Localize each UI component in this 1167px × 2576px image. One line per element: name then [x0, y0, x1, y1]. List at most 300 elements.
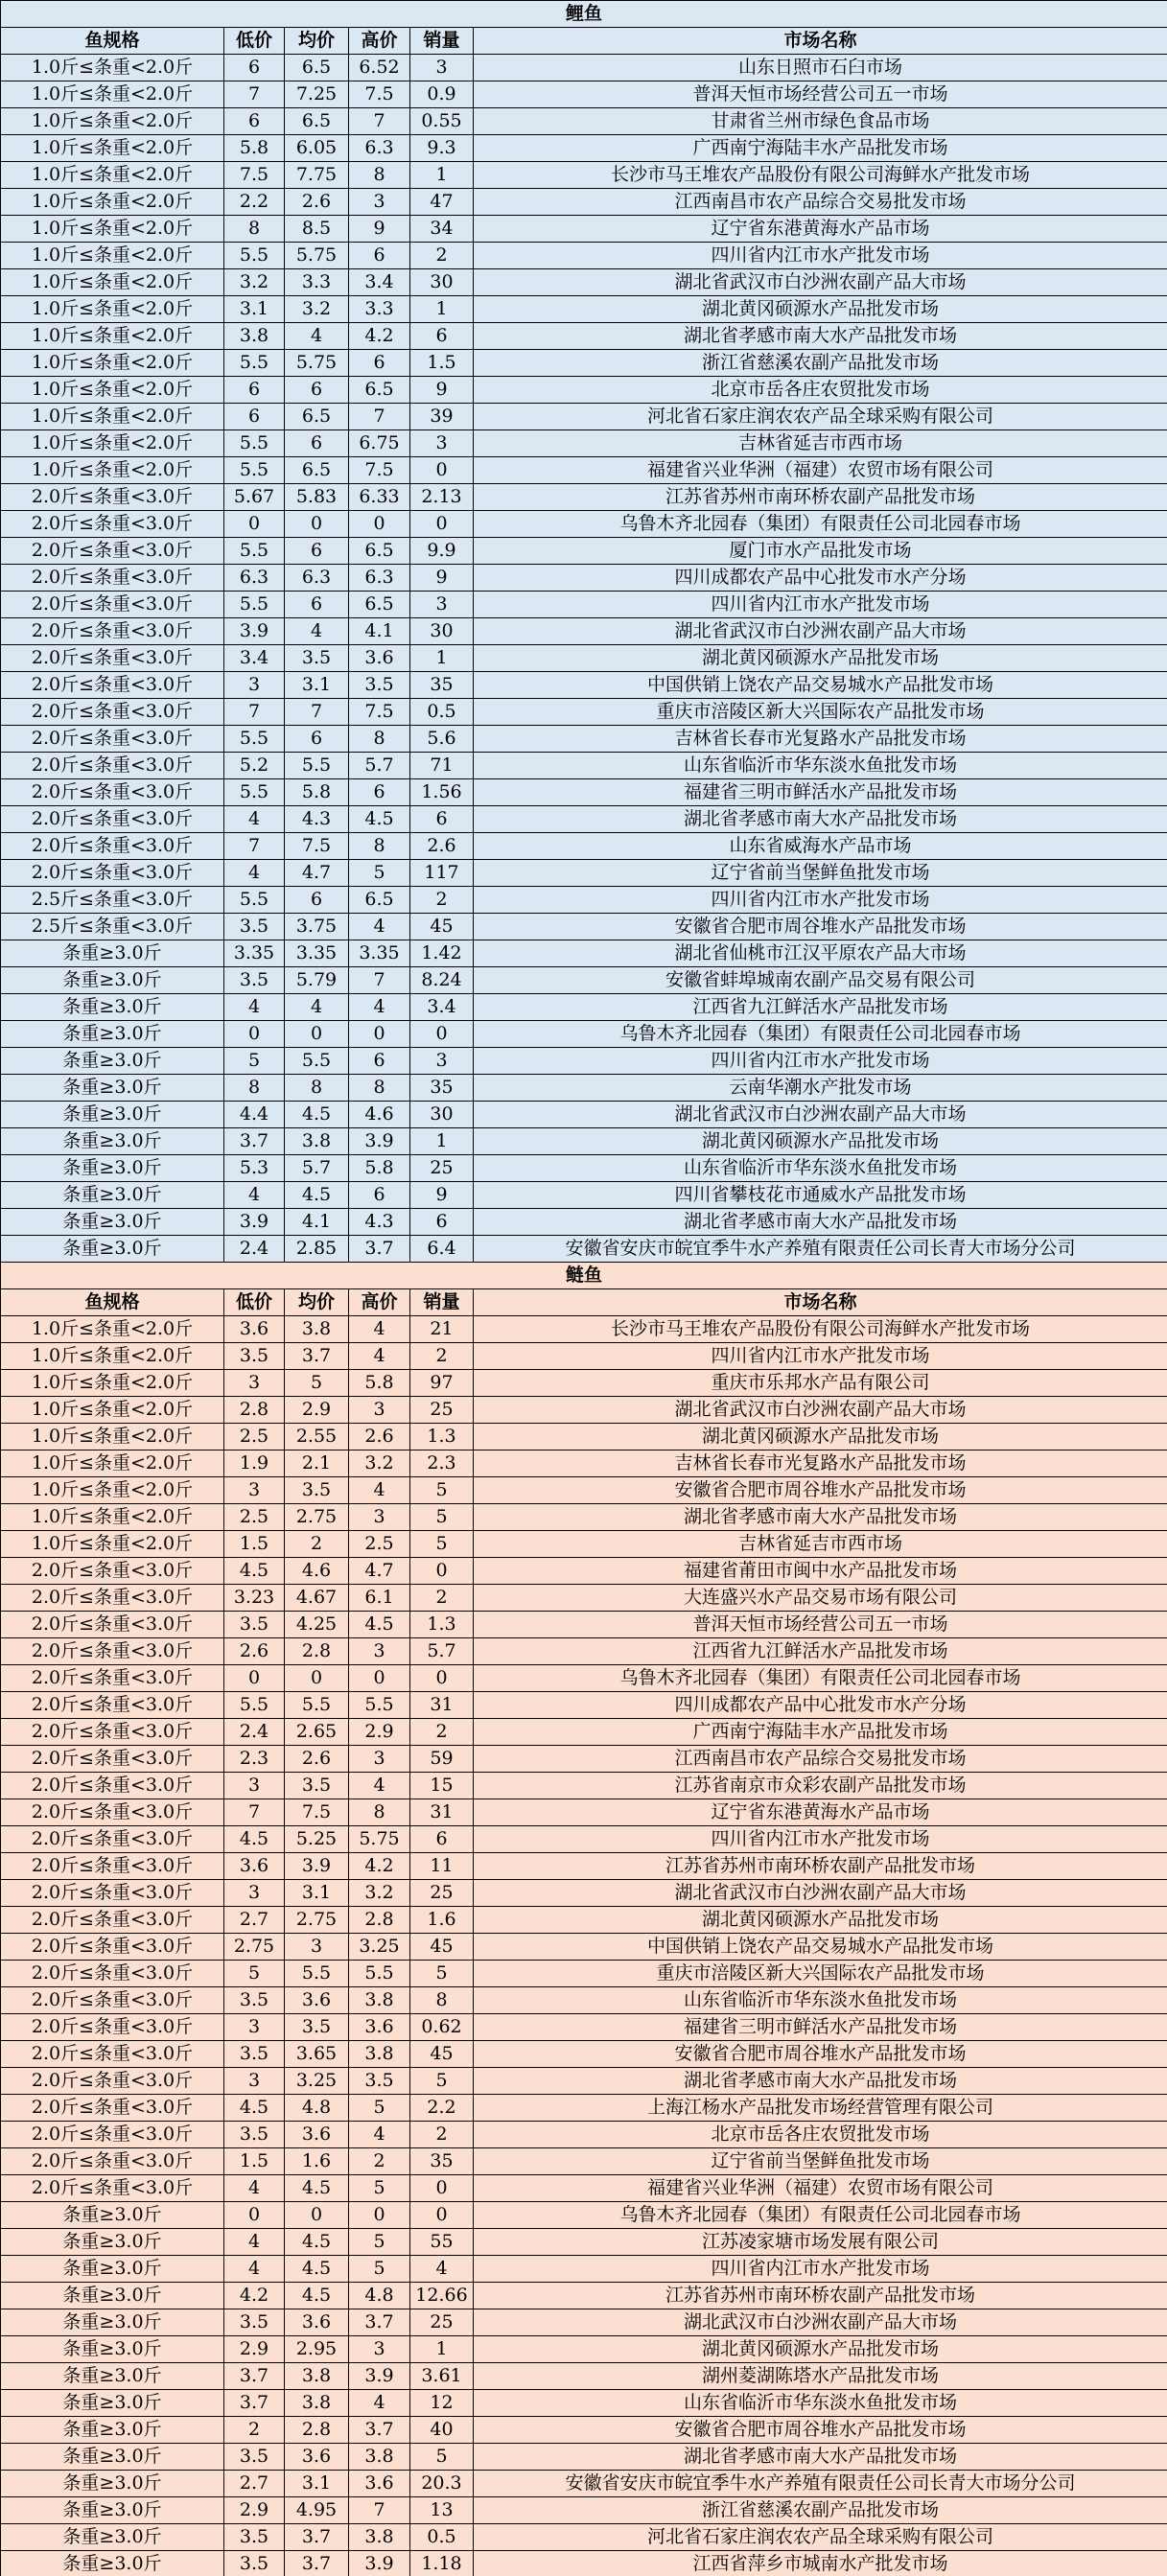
cell-market-name: 福建省兴业华洲（福建）农贸市场有限公司: [474, 457, 1167, 484]
cell-volume: 2.3: [410, 1450, 474, 1477]
cell-low-price: 4.2: [224, 2283, 285, 2309]
cell-high-price: 8: [349, 1075, 410, 1102]
cell-high-price: 6: [349, 1048, 410, 1075]
table-row: [1, 2551, 1167, 2576]
cell-avg-price: 3.7: [285, 2524, 349, 2551]
cell-volume: 2: [410, 1585, 474, 1612]
cell-low-price: 3: [224, 1370, 285, 1397]
cell-spec: 1.0斤≤条重<2.0斤: [1, 1450, 224, 1477]
cell-high-price: 8: [349, 162, 410, 189]
table-row: [1, 243, 1167, 269]
cell-volume: 13: [410, 2497, 474, 2524]
cell-low-price: 5: [224, 1048, 285, 1075]
cell-low-price: 7.5: [224, 162, 285, 189]
cell-avg-price: 7.25: [285, 81, 349, 108]
column-header-high-price: 高价: [349, 28, 410, 55]
cell-low-price: 2.3: [224, 1746, 285, 1773]
cell-avg-price: 6.05: [285, 135, 349, 162]
cell-spec: 1.0斤≤条重<2.0斤: [1, 1504, 224, 1531]
cell-market-name: 四川省内江市水产批发市场: [474, 243, 1167, 269]
cell-spec: 2.0斤≤条重<3.0斤: [1, 1987, 224, 2014]
cell-spec: 条重≥3.0斤: [1, 2551, 224, 2576]
cell-low-price: 4: [224, 994, 285, 1021]
table-row: [1, 994, 1167, 1021]
cell-market-name: 长沙市马王堆农产品股份有限公司海鲜水产批发市场: [474, 162, 1167, 189]
cell-low-price: 7: [224, 699, 285, 726]
table-row: [1, 753, 1167, 779]
cell-avg-price: 7: [285, 699, 349, 726]
cell-market-name: 辽宁省东港黄海水产品市场: [474, 216, 1167, 243]
table-row: [1, 592, 1167, 618]
cell-spec: 2.0斤≤条重<3.0斤: [1, 1665, 224, 1692]
cell-avg-price: 1.6: [285, 2148, 349, 2175]
table-row: [1, 2256, 1167, 2283]
cell-low-price: 5.5: [224, 350, 285, 377]
cell-volume: 25: [410, 2309, 474, 2336]
cell-market-name: 江苏省苏州市南环桥农副产品批发市场: [474, 1853, 1167, 1880]
cell-high-price: 3.35: [349, 940, 410, 967]
cell-spec: 条重≥3.0斤: [1, 1209, 224, 1236]
cell-high-price: 3.2: [349, 1880, 410, 1907]
cell-spec: 1.0斤≤条重<2.0斤: [1, 457, 224, 484]
cell-avg-price: 5.7: [285, 1155, 349, 1182]
cell-low-price: 3: [224, 2068, 285, 2095]
cell-avg-price: 4.5: [285, 1182, 349, 1209]
cell-volume: 4: [410, 2256, 474, 2283]
section-title-row: [1, 1263, 1167, 1289]
column-header-market-name: 市场名称: [474, 1289, 1167, 1316]
cell-market-name: 安徽省安庆市皖宜季牛水产养殖有限责任公司长青大市场分公司: [474, 2471, 1167, 2497]
cell-spec: 2.0斤≤条重<3.0斤: [1, 2122, 224, 2148]
table-row: [1, 457, 1167, 484]
cell-volume: 3: [410, 592, 474, 618]
cell-high-price: 4.6: [349, 1102, 410, 1128]
cell-avg-price: 2.75: [285, 1504, 349, 1531]
cell-avg-price: 3.8: [285, 1316, 349, 1343]
table-row: [1, 2471, 1167, 2497]
cell-high-price: 8: [349, 1799, 410, 1826]
cell-spec: 条重≥3.0斤: [1, 2256, 224, 2283]
table-row: [1, 1209, 1167, 1236]
cell-volume: 45: [410, 1934, 474, 1961]
table-row: [1, 1236, 1167, 1263]
cell-market-name: 长沙市马王堆农产品股份有限公司海鲜水产批发市场: [474, 1316, 1167, 1343]
cell-volume: 31: [410, 1692, 474, 1719]
table-row: [1, 1182, 1167, 1209]
table-row: [1, 2148, 1167, 2175]
cell-volume: 0: [410, 1021, 474, 1048]
cell-market-name: 四川省内江市水产批发市场: [474, 2256, 1167, 2283]
cell-low-price: 2.8: [224, 1397, 285, 1424]
cell-low-price: 4: [224, 806, 285, 833]
cell-volume: 40: [410, 2417, 474, 2444]
cell-volume: 25: [410, 1880, 474, 1907]
cell-avg-price: 4: [285, 618, 349, 645]
cell-volume: 35: [410, 672, 474, 699]
cell-spec: 2.0斤≤条重<3.0斤: [1, 833, 224, 860]
cell-volume: 1: [410, 1128, 474, 1155]
cell-spec: 条重≥3.0斤: [1, 940, 224, 967]
cell-low-price: 4: [224, 1182, 285, 1209]
cell-spec: 2.5斤≤条重<3.0斤: [1, 887, 224, 914]
cell-high-price: 5: [349, 2229, 410, 2256]
cell-volume: 3: [410, 55, 474, 81]
cell-market-name: 北京市岳各庄农贸批发市场: [474, 377, 1167, 404]
cell-avg-price: 6: [285, 592, 349, 618]
cell-avg-price: 2.6: [285, 1746, 349, 1773]
cell-avg-price: 0: [285, 511, 349, 538]
cell-market-name: 四川省内江市水产批发市场: [474, 1826, 1167, 1853]
cell-volume: 12.66: [410, 2283, 474, 2309]
cell-high-price: 7.5: [349, 457, 410, 484]
cell-avg-price: 3.5: [285, 2014, 349, 2041]
cell-spec: 条重≥3.0斤: [1, 2524, 224, 2551]
table-row: [1, 887, 1167, 914]
cell-avg-price: 8: [285, 1075, 349, 1102]
column-header-high-price: 高价: [349, 1289, 410, 1316]
cell-avg-price: 5.5: [285, 1048, 349, 1075]
section-title: 鲤鱼: [1, 1, 1167, 28]
cell-volume: 15: [410, 1773, 474, 1799]
cell-volume: 5: [410, 1961, 474, 1987]
table-row: [1, 1987, 1167, 2014]
cell-volume: 2.6: [410, 833, 474, 860]
cell-volume: 1.5: [410, 350, 474, 377]
cell-avg-price: 6: [285, 887, 349, 914]
table-row: [1, 1907, 1167, 1934]
cell-low-price: 6: [224, 108, 285, 135]
cell-volume: 39: [410, 404, 474, 430]
cell-market-name: 福建省三明市鲜活水产品批发市场: [474, 2014, 1167, 2041]
table-row: [1, 1799, 1167, 1826]
cell-high-price: 4: [349, 994, 410, 1021]
cell-volume: 8: [410, 1987, 474, 2014]
cell-high-price: 3.7: [349, 1236, 410, 1263]
cell-high-price: 4: [349, 1477, 410, 1504]
table-row: [1, 404, 1167, 430]
cell-avg-price: 4.8: [285, 2095, 349, 2122]
cell-high-price: 4.5: [349, 806, 410, 833]
cell-market-name: 江西省萍乡市城南水产批发市场: [474, 2551, 1167, 2576]
cell-market-name: 湖北省仙桃市江汉平原农产品大市场: [474, 940, 1167, 967]
table-row: [1, 162, 1167, 189]
table-row: [1, 1746, 1167, 1773]
cell-volume: 1.18: [410, 2551, 474, 2576]
cell-spec: 2.0斤≤条重<3.0斤: [1, 753, 224, 779]
cell-market-name: 山东省临沂市华东淡水鱼批发市场: [474, 1987, 1167, 2014]
cell-volume: 31: [410, 1799, 474, 1826]
cell-market-name: 甘肃省兰州市绿色食品市场: [474, 108, 1167, 135]
cell-low-price: 2.4: [224, 1719, 285, 1746]
cell-avg-price: 4.5: [285, 1102, 349, 1128]
cell-avg-price: 3.5: [285, 645, 349, 672]
cell-high-price: 3: [349, 189, 410, 216]
cell-volume: 5.6: [410, 726, 474, 753]
cell-market-name: 浙江省慈溪农副产品批发市场: [474, 350, 1167, 377]
cell-high-price: 7: [349, 2497, 410, 2524]
table-row: [1, 2336, 1167, 2363]
cell-high-price: 9: [349, 216, 410, 243]
cell-high-price: 6.75: [349, 430, 410, 457]
cell-avg-price: 4.95: [285, 2497, 349, 2524]
cell-volume: 2: [410, 887, 474, 914]
cell-spec: 条重≥3.0斤: [1, 2417, 224, 2444]
cell-spec: 1.0斤≤条重<2.0斤: [1, 1477, 224, 1504]
cell-avg-price: 4: [285, 994, 349, 1021]
cell-low-price: 3: [224, 672, 285, 699]
cell-avg-price: 5.5: [285, 1961, 349, 1987]
column-header-low-price: 低价: [224, 1289, 285, 1316]
table-row: [1, 726, 1167, 753]
cell-low-price: 5.5: [224, 726, 285, 753]
cell-low-price: 3.5: [224, 2444, 285, 2471]
cell-spec: 条重≥3.0斤: [1, 994, 224, 1021]
cell-market-name: 湖北黄冈硕源水产品批发市场: [474, 645, 1167, 672]
cell-spec: 2.5斤≤条重<3.0斤: [1, 914, 224, 940]
cell-avg-price: 2.8: [285, 1638, 349, 1665]
cell-market-name: 吉林省延吉市西市场: [474, 430, 1167, 457]
cell-market-name: 湖州菱湖陈塔水产品批发市场: [474, 2363, 1167, 2390]
cell-spec: 2.0斤≤条重<3.0斤: [1, 1773, 224, 1799]
cell-market-name: 广西南宁海陆丰水产品批发市场: [474, 135, 1167, 162]
table-row: [1, 565, 1167, 592]
cell-low-price: 3.5: [224, 1612, 285, 1638]
cell-volume: 71: [410, 753, 474, 779]
cell-low-price: 3.5: [224, 2122, 285, 2148]
cell-market-name: 乌鲁木齐北园春（集团）有限责任公司北园春市场: [474, 511, 1167, 538]
cell-volume: 2: [410, 2122, 474, 2148]
cell-spec: 1.0斤≤条重<2.0斤: [1, 430, 224, 457]
cell-low-price: 3.2: [224, 269, 285, 296]
table-body: [1, 1, 1167, 2576]
cell-avg-price: 6.5: [285, 404, 349, 430]
cell-avg-price: 2.95: [285, 2336, 349, 2363]
table-row: [1, 967, 1167, 994]
table-row: [1, 1531, 1167, 1558]
cell-low-price: 0: [224, 1665, 285, 1692]
cell-spec: 条重≥3.0斤: [1, 967, 224, 994]
cell-high-price: 6.3: [349, 565, 410, 592]
cell-volume: 5: [410, 1531, 474, 1558]
cell-spec: 2.0斤≤条重<3.0斤: [1, 2041, 224, 2068]
table-row: [1, 484, 1167, 511]
cell-avg-price: 5.5: [285, 753, 349, 779]
cell-low-price: 4.5: [224, 1826, 285, 1853]
cell-volume: 0: [410, 511, 474, 538]
cell-volume: 9.3: [410, 135, 474, 162]
cell-market-name: 湖北省武汉市白沙洲农副产品大市场: [474, 618, 1167, 645]
cell-low-price: 3.23: [224, 1585, 285, 1612]
cell-low-price: 3.5: [224, 1987, 285, 2014]
cell-market-name: 辽宁省前当堡鲜鱼批发市场: [474, 860, 1167, 887]
cell-avg-price: 5.8: [285, 779, 349, 806]
cell-high-price: 4: [349, 1773, 410, 1799]
cell-high-price: 5.8: [349, 1370, 410, 1397]
table-row: [1, 833, 1167, 860]
cell-avg-price: 2.65: [285, 1719, 349, 1746]
cell-spec: 2.0斤≤条重<3.0斤: [1, 2148, 224, 2175]
cell-market-name: 湖北省孝感市南大水产品批发市场: [474, 2444, 1167, 2471]
cell-high-price: 6: [349, 243, 410, 269]
table-row: [1, 1961, 1167, 1987]
cell-market-name: 普洱天恒市场经营公司五一市场: [474, 81, 1167, 108]
cell-volume: 35: [410, 1075, 474, 1102]
cell-market-name: 安徽省合肥市周谷堆水产品批发市场: [474, 1477, 1167, 1504]
cell-market-name: 上海江杨水产品批发市场经营管理有限公司: [474, 2095, 1167, 2122]
cell-low-price: 4.4: [224, 1102, 285, 1128]
table-row: [1, 1504, 1167, 1531]
cell-avg-price: 6: [285, 377, 349, 404]
cell-volume: 0.62: [410, 2014, 474, 2041]
cell-low-price: 3.8: [224, 323, 285, 350]
cell-spec: 条重≥3.0斤: [1, 1182, 224, 1209]
cell-high-price: 6.1: [349, 1585, 410, 1612]
header-row: [1, 28, 1167, 55]
cell-avg-price: 2.9: [285, 1397, 349, 1424]
cell-low-price: 5.5: [224, 887, 285, 914]
cell-avg-price: 4.3: [285, 806, 349, 833]
cell-market-name: 云南华潮水产批发市场: [474, 1075, 1167, 1102]
cell-avg-price: 6: [285, 538, 349, 565]
cell-high-price: 3.8: [349, 2444, 410, 2471]
cell-market-name: 安徽省合肥市周谷堆水产品批发市场: [474, 914, 1167, 940]
cell-low-price: 3.35: [224, 940, 285, 967]
cell-market-name: 湖北黄冈硕源水产品批发市场: [474, 1907, 1167, 1934]
table-row: [1, 2283, 1167, 2309]
table-row: [1, 1826, 1167, 1853]
cell-market-name: 北京市岳各庄农贸批发市场: [474, 2122, 1167, 2148]
cell-avg-price: 3.1: [285, 1880, 349, 1907]
cell-spec: 1.0斤≤条重<2.0斤: [1, 377, 224, 404]
cell-market-name: 福建省兴业华洲（福建）农贸市场有限公司: [474, 2175, 1167, 2202]
cell-volume: 2: [410, 1719, 474, 1746]
cell-avg-price: 5.5: [285, 1692, 349, 1719]
table-row: [1, 1343, 1167, 1370]
cell-market-name: 四川省内江市水产批发市场: [474, 1343, 1167, 1370]
table-row: [1, 1424, 1167, 1450]
cell-low-price: 5.8: [224, 135, 285, 162]
cell-spec: 1.0斤≤条重<2.0斤: [1, 81, 224, 108]
cell-avg-price: 8.5: [285, 216, 349, 243]
cell-volume: 5: [410, 1504, 474, 1531]
cell-market-name: 浙江省慈溪农副产品批发市场: [474, 2497, 1167, 2524]
cell-market-name: 辽宁省前当堡鲜鱼批发市场: [474, 2148, 1167, 2175]
cell-spec: 2.0斤≤条重<3.0斤: [1, 2014, 224, 2041]
cell-spec: 条重≥3.0斤: [1, 2444, 224, 2471]
cell-avg-price: 3.6: [285, 2122, 349, 2148]
cell-spec: 1.0斤≤条重<2.0斤: [1, 189, 224, 216]
cell-volume: 1: [410, 645, 474, 672]
table-row: [1, 2444, 1167, 2471]
cell-spec: 2.0斤≤条重<3.0斤: [1, 779, 224, 806]
cell-high-price: 3.6: [349, 2014, 410, 2041]
cell-spec: 2.0斤≤条重<3.0斤: [1, 806, 224, 833]
cell-market-name: 安徽省合肥市周谷堆水产品批发市场: [474, 2417, 1167, 2444]
cell-spec: 1.0斤≤条重<2.0斤: [1, 1316, 224, 1343]
cell-low-price: 3.5: [224, 1343, 285, 1370]
cell-avg-price: 3.25: [285, 2068, 349, 2095]
cell-high-price: 5.8: [349, 1155, 410, 1182]
cell-market-name: 湖北省孝感市南大水产品批发市场: [474, 2068, 1167, 2095]
cell-high-price: 6.5: [349, 538, 410, 565]
cell-avg-price: 3.1: [285, 2471, 349, 2497]
table-row: [1, 216, 1167, 243]
cell-low-price: 1.5: [224, 1531, 285, 1558]
table-row: [1, 81, 1167, 108]
cell-volume: 0.9: [410, 81, 474, 108]
cell-volume: 1.56: [410, 779, 474, 806]
cell-volume: 9: [410, 377, 474, 404]
cell-high-price: 3.7: [349, 2309, 410, 2336]
cell-spec: 1.0斤≤条重<2.0斤: [1, 404, 224, 430]
cell-market-name: 江苏省苏州市南环桥农副产品批发市场: [474, 2283, 1167, 2309]
cell-avg-price: 3.5: [285, 1773, 349, 1799]
table-row: [1, 1128, 1167, 1155]
cell-volume: 5: [410, 1477, 474, 1504]
cell-high-price: 5.7: [349, 753, 410, 779]
cell-spec: 条重≥3.0斤: [1, 1075, 224, 1102]
cell-low-price: 6.3: [224, 565, 285, 592]
table-row: [1, 1665, 1167, 1692]
cell-market-name: 重庆市乐邦水产品有限公司: [474, 1370, 1167, 1397]
cell-volume: 30: [410, 618, 474, 645]
cell-volume: 9.9: [410, 538, 474, 565]
cell-high-price: 6: [349, 779, 410, 806]
cell-market-name: 普洱天恒市场经营公司五一市场: [474, 1612, 1167, 1638]
cell-avg-price: 3.35: [285, 940, 349, 967]
cell-high-price: 5: [349, 2095, 410, 2122]
cell-avg-price: 3.1: [285, 672, 349, 699]
table-row: [1, 350, 1167, 377]
cell-high-price: 7: [349, 404, 410, 430]
cell-market-name: 四川省内江市水产批发市场: [474, 887, 1167, 914]
table-row: [1, 538, 1167, 565]
cell-spec: 2.0斤≤条重<3.0斤: [1, 645, 224, 672]
cell-spec: 2.0斤≤条重<3.0斤: [1, 511, 224, 538]
cell-high-price: 3.3: [349, 296, 410, 323]
cell-high-price: 3.5: [349, 2068, 410, 2095]
cell-spec: 2.0斤≤条重<3.0斤: [1, 1880, 224, 1907]
cell-spec: 条重≥3.0斤: [1, 2283, 224, 2309]
cell-avg-price: 3.3: [285, 269, 349, 296]
cell-spec: 2.0斤≤条重<3.0斤: [1, 565, 224, 592]
cell-volume: 1: [410, 296, 474, 323]
cell-low-price: 3.4: [224, 645, 285, 672]
cell-low-price: 2.2: [224, 189, 285, 216]
cell-low-price: 7: [224, 81, 285, 108]
cell-low-price: 3.6: [224, 1316, 285, 1343]
cell-avg-price: 3.9: [285, 1853, 349, 1880]
cell-market-name: 河北省石家庄润农农产品全球采购有限公司: [474, 404, 1167, 430]
cell-market-name: 湖北省孝感市南大水产品批发市场: [474, 1504, 1167, 1531]
cell-high-price: 3.9: [349, 1128, 410, 1155]
cell-avg-price: 4.7: [285, 860, 349, 887]
cell-low-price: 4: [224, 860, 285, 887]
cell-low-price: 5.2: [224, 753, 285, 779]
cell-low-price: 2.7: [224, 1907, 285, 1934]
cell-high-price: 4.1: [349, 618, 410, 645]
cell-high-price: 7: [349, 967, 410, 994]
cell-spec: 条重≥3.0斤: [1, 1102, 224, 1128]
table-row: [1, 1773, 1167, 1799]
cell-spec: 条重≥3.0斤: [1, 2471, 224, 2497]
cell-low-price: 7: [224, 833, 285, 860]
cell-market-name: 安徽省安庆市皖宜季牛水产养殖有限责任公司长青大市场分公司: [474, 1236, 1167, 1263]
table-row: [1, 1370, 1167, 1397]
cell-high-price: 0: [349, 1021, 410, 1048]
cell-avg-price: 5: [285, 1370, 349, 1397]
cell-high-price: 4: [349, 1343, 410, 1370]
